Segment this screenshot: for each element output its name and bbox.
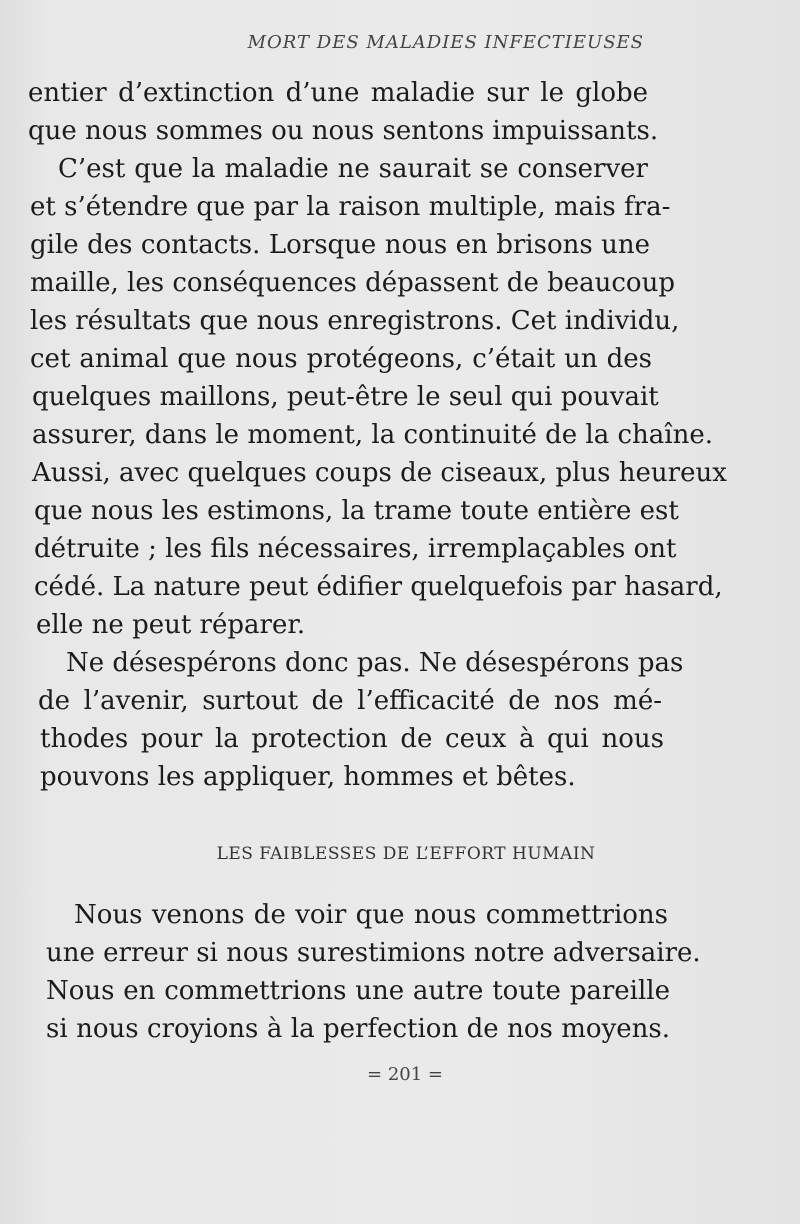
text-line: si nous croyions à la perfection de nos moyens. (46, 1014, 670, 1044)
text-line: entier d’extinction d’une maladie sur le globe (28, 78, 648, 108)
text-line: gile des contacts. Lorsque nous en brisons une (30, 230, 650, 260)
text-line: et s’étendre que par la raison multiple, mais fra- (30, 192, 671, 222)
text-line: assurer, dans le moment, la continuité de la chaîne. (32, 420, 713, 450)
section-title: LES FAIBLESSES DE L’EFFORT HUMAIN (216, 844, 596, 864)
text-line: C’est que la maladie ne saurait se conserver (58, 154, 648, 184)
text-line: détruite ; les fils nécessaires, irremplaçables ont (34, 534, 677, 564)
text-line: Aussi, avec quelques coups de ciseaux, plus heureux (32, 458, 727, 488)
text-line: thodes pour la protection de ceux à qui nous (40, 724, 664, 754)
text-line: Nous venons de voir que nous commettrions (74, 900, 668, 930)
text-line: que nous sommes ou nous sentons impuissants. (28, 116, 659, 146)
text-line: pouvons les appliquer, hommes et bêtes. (40, 762, 576, 792)
text-line: une erreur si nous surestimions notre adversaire. (46, 938, 701, 968)
text-line: cet animal que nous protégeons, c’était un des (30, 344, 652, 374)
text-line: elle ne peut réparer. (36, 610, 306, 640)
text-line: que nous les estimons, la trame toute entière est (34, 496, 679, 526)
text-line: les résultats que nous enregistrons. Cet individu, (30, 306, 680, 336)
page-number: = 201 = (367, 1064, 443, 1085)
text-line: quelques maillons, peut-être le seul qui pouvait (32, 382, 659, 412)
text-line: de l’avenir, surtout de l’efficacité de nos mé- (38, 686, 662, 716)
text-line: Ne désespérons donc pas. Ne désespérons pas (66, 648, 684, 678)
running-head: MORT DES MALADIES INFECTIEUSES (247, 32, 644, 53)
text-line: cédé. La nature peut édifier quelquefois par hasard, (34, 572, 723, 602)
text-line: Nous en commettrions une autre toute pareille (46, 976, 670, 1006)
text-line: maille, les conséquences dépassent de beaucoup (30, 268, 675, 298)
